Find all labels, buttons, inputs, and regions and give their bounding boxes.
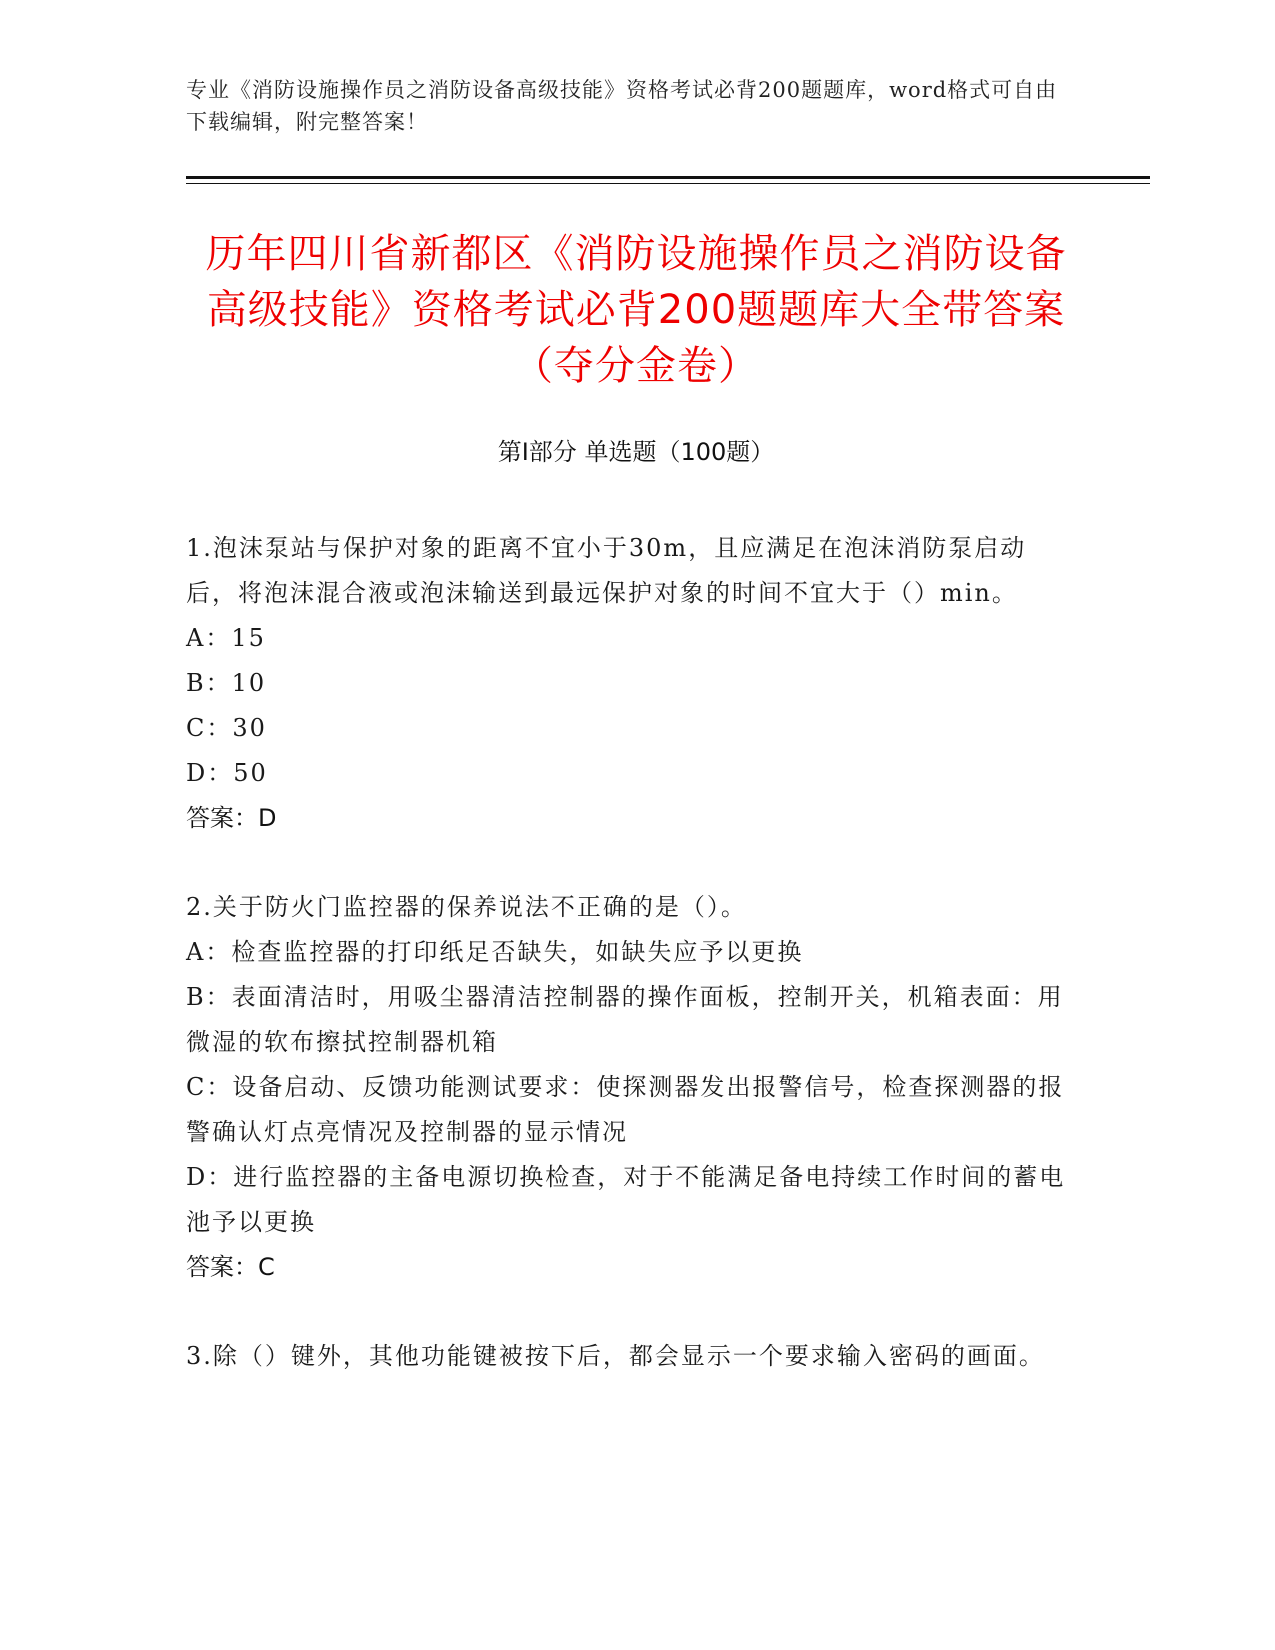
header-rule-thin [186, 183, 1150, 184]
document-title: 历年四川省新都区《消防设施操作员之消防设备高级技能》资格考试必背200题题库大全带答案（夺分金卷） [205, 231, 1067, 389]
answer: 答案：C [186, 1253, 275, 1281]
question-2 [186, 885, 1076, 1290]
question-stem: 2.关于防火门监控器的保养说法不正确的是（）。 [186, 893, 747, 921]
option-b: B：表面清洁时，用吸尘器清洁控制器的操作面板，控制开关，机箱表面：用微湿的软布擦拭控制器机箱 [186, 983, 1064, 1056]
header-note: 专业《消防设施操作员之消防设备高级技能》资格考试必背200题题库，word格式可自由下载编辑，附完整答案！ [186, 78, 1058, 134]
option-a: A：检查监控器的打印纸足否缺失，如缺失应予以更换 [186, 938, 804, 966]
section-title: 第Ⅰ部分 单选题（100题） [497, 438, 775, 466]
question-stem: 1.泡沫泵站与保护对象的距离不宜小于30m，且应满足在泡沫消防泵启动后，将泡沫混合液或泡沫输送到最远保护对象的时间不宜大于（）min。 [186, 534, 1027, 607]
question-3 [186, 1334, 1076, 1379]
option-b: B：10 [186, 669, 267, 697]
header-rule-thick [186, 176, 1150, 179]
question-list [186, 526, 1076, 1423]
option-d: D：进行监控器的主备电源切换检查，对于不能满足备电持续工作时间的蓄电池予以更换 [186, 1163, 1066, 1236]
option-c: C：设备启动、反馈功能测试要求：使探测器发出报警信号，检查探测器的报警确认灯点亮情况及控制器的显示情况 [186, 1073, 1065, 1146]
question-stem: 3.除（）键外，其他功能键被按下后，都会显示一个要求输入密码的画面。 [186, 1342, 1045, 1370]
option-d: D：50 [186, 759, 268, 787]
option-a: A：15 [186, 624, 266, 652]
option-c: C：30 [186, 714, 267, 742]
answer: 答案：D [186, 804, 277, 832]
question-1 [186, 526, 1076, 841]
